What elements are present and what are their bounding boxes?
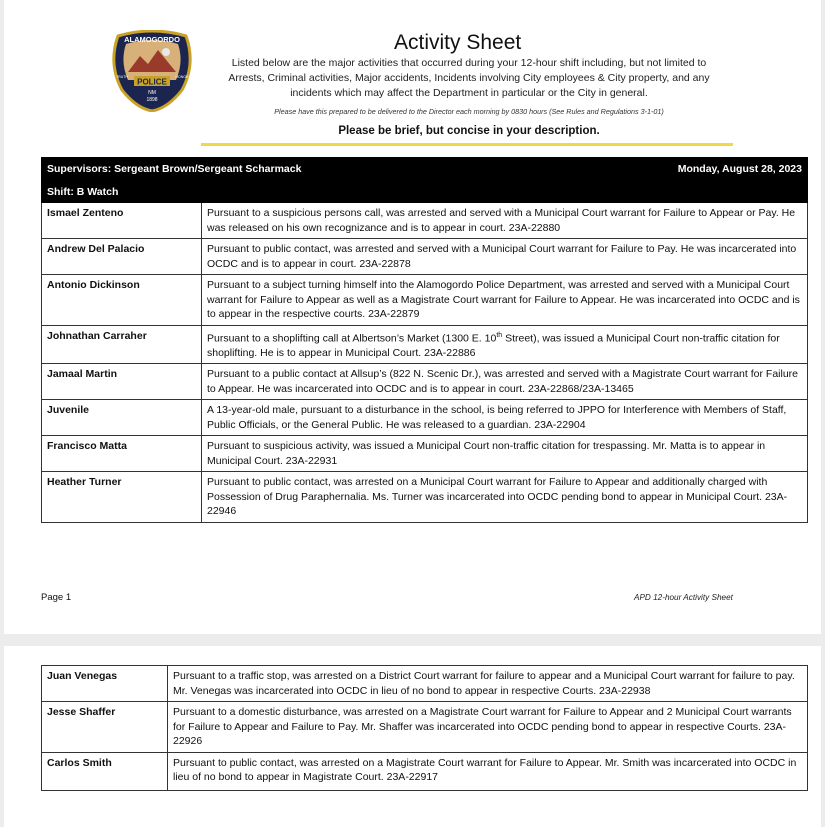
activity-description: Pursuant to suspicious activity, was issued a Municipal Court non-traffic citation for trespassing. Mr. Matta is to appear in Municipal Court. 23A-22931 [202,436,808,472]
subject-name: Francisco Matta [42,436,202,472]
activity-table-page-1 [41,157,808,523]
activity-description [202,325,808,364]
subject-name: Juan Venegas [42,666,168,702]
subject-name: Johnathan Carraher [42,325,202,364]
date-text: Monday, August 28, 2023 [677,163,802,175]
badge-year-text: 1898 [146,97,158,103]
date-cell [362,158,808,181]
subject-name: Juvenile [42,400,202,436]
subject-name: Andrew Del Palacio [42,239,202,275]
badge-right-text: HONOR [175,75,189,79]
badge-left-text: TRUTH [116,75,128,79]
table-row [42,325,808,364]
shift-label [42,180,362,203]
activity-description: Pursuant to a traffic stop, was arrested on a District Court warrant for failure to appear and a Municipal Court warrant for failure to pay. Mr. Venegas was incarcerated into OCDC in lieu of no bond to appear in respective Courts. 23A-22938 [168,666,808,702]
subject-name: Jesse Shaffer [42,702,168,753]
intro-paragraph: Listed below are the major activities that occurred during your 12-hour shift including, but not limited to Arrests, Criminal activities, Major accidents, Incidents involving City employees & City property, and any incidents which may affect the Department in particular or the City in general. [228,57,710,99]
activity-description: Pursuant to public contact, was arrested and served with a Municipal Court warrant for Failure to Pay. He was incarcerated into OCDC and is to appear in court. 23A-22878 [202,239,808,275]
subject-name: Heather Turner [42,472,202,523]
activity-description: Pursuant to a public contact at Allsup’s (822 N. Scenic Dr.), was arrested and served with a Magistrate Court warrant for Failure to Appear. He was incarcerated into OCDC and is to appear in court. 23A-22868/23A-13465 [202,364,808,400]
subject-name: Carlos Smith [42,752,168,790]
activity-description: A 13-year-old male, pursuant to a disturbance in the school, is being referred to JPPO for Interference with Members of Staff, Public Officials, or the General Public. He was released to a guardian. 23A-22904 [202,400,808,436]
table-row [42,364,808,400]
activity-description: Pursuant to a subject turning himself into the Alamogordo Police Department, was arrested and served with a Municipal Court warrant for Failure to Appear as well as a Magistrate Court warrant for Failure to Appear. He was incarcerated into OCDC and is to appear in the respective courts. 23A-22879 [202,275,808,326]
activity-description: Pursuant to public contact, was arrested on a Municipal Court warrant for Failure to Appear and additionally charged with Possession of Drug Paraphernalia. Ms. Turner was incarcerated into OCDC pending bond to appear in Municipal Court. 23A-22946 [202,472,808,523]
subject-name: Ismael Zenteno [42,203,202,239]
document-page-2 [4,646,821,827]
activity-description: Pursuant to public contact, was arrested on a Magistrate Court warrant for Failure to Appear. Mr. Smith was incarcerated into OCDC in lieu of no bond to appear in Magistrate Court. 23A-22917 [168,752,808,790]
badge-police-text: POLICE [137,77,167,87]
ordinal-suffix: th [496,331,503,339]
table-row [42,239,808,275]
table-row [42,472,808,523]
police-badge-icon [104,30,200,112]
header-divider [201,143,733,146]
badge-state-text: NM [148,90,156,96]
table-row [42,702,808,753]
delivery-note: Please have this prepared to be delivered to the Director each morning by 0830 hours (See Rules and Regulations 3-1-01) [274,107,664,116]
shift-text: Shift: B Watch [47,185,119,198]
brief-instruction: Please be brief, but concise in your description. [338,125,600,137]
table-row [42,752,808,790]
page-title: Activity Sheet [394,31,522,54]
supervisors-label [42,158,362,181]
document-page-1 [4,0,821,634]
table-row [42,400,808,436]
shift-spacer [362,180,808,203]
supervisors-row [42,158,808,181]
activity-description: Pursuant to a domestic disturbance, was arrested on a Magistrate Court warrant for Failure to Appear and 2 Municipal Court warrants for Failure to Appear and Failure to Pay. Mr. Shaffer was incarcerated into OCDC pending bond to appear in respective Courts. 23A-22926 [168,702,808,753]
supervisors-text: Supervisors: Sergeant Brown/Sergeant Scharmack [47,163,302,175]
subject-name: Antonio Dickinson [42,275,202,326]
description-part: Street), was issued a Municipal Court non-traffic citation for shoplifting. He is to appear in Municipal Court. 23A-22886 [207,332,780,359]
shift-row [42,180,808,203]
subject-name: Jamaal Martin [42,364,202,400]
activity-table-page-2 [41,665,808,791]
activity-description: Pursuant to a suspicious persons call, was arrested and served with a Municipal Court warrant for Failure to Appear or Pay. He was released on his own recognizance and is to appear in court. 23A-22880 [202,203,808,239]
table-row [42,666,808,702]
badge-agency-text: ALAMOGORDO [124,35,180,44]
table-row [42,275,808,326]
table-row [42,203,808,239]
page-number: Page 1 [41,592,72,603]
description-part: Pursuant to a shoplifting call at Albertson’s Market (1300 E. 10 [207,332,497,344]
footer-document-title: APD 12-hour Activity Sheet [634,593,733,602]
table-row [42,436,808,472]
